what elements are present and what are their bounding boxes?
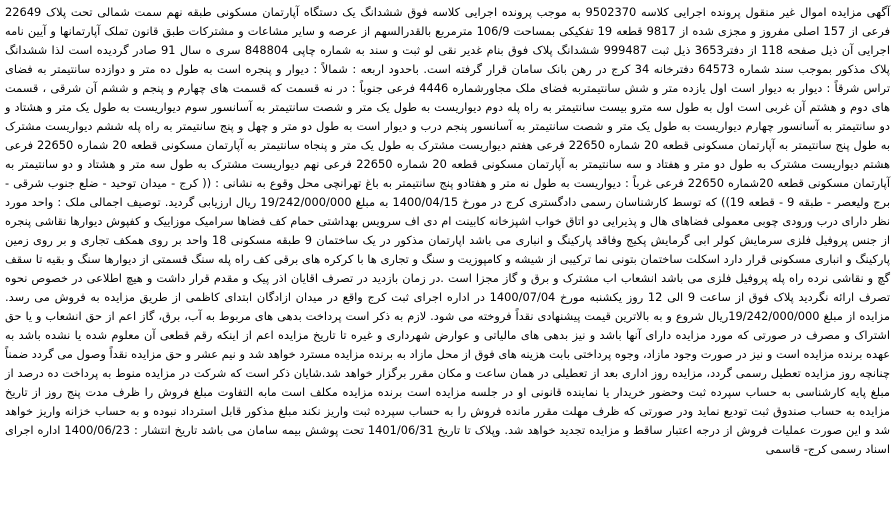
notice-body-text: آگهی مزایده اموال غیر منقول پرونده اجرایی کلاسه 9502370 به موجب پرونده اجرایی کلاسه فوق ششدانگ یک دستگاه آپارتمان مسکونی طبقه نهم سمت شمالی تحت پلاک 22649 فرعی از 157 اصلی مفروز و مجزی شده از 9817 قطعه 19 تفکیکی بمساحت 106/9 مترمربع بالقدرالسهم از عرصه و سایر مشاعات و مشترکات طبق قانون تملک آپارتمانها و آیین نامه اجرایی آن ذیل صفحه 118 از دفتر3653 ذیل ثبت 999487 ششدانگ پلاک فوق بنام غدیر نقی لو ثبت و سند به شماره چاپی 848804 سری ه سال 91 صادر گردیده است لذا ششدانگ پلاک مذکور بموجب سند شماره 64573 دفترخانه 34 کرج در رهن بانک سامان قرار گرفته است. باحدود اربعه : شمالاً : دیوار و پنجره است به طول ده متر و دوازده سانتیمتر به فضای تراس شرقاً : دیوار به دیوار است اول یازده متر و شش سانتیمتربه فضای ملک مجاورشماره 4446 فرعی جنوباً : در نه قسمت که قسمت های چهارم و پنجم و ششم آن شرقی ، قسمت های دوم و هشتم آن غربی است اول به طول سه مترو بیست سانتیمتر به راه پله دوم دیواریست به طول یک متر و شصت سانتیمتر به آسانسور سوم دیواریست به طول یک متر و هشتاد و دو سانتیمتر به آسانسور چهارم دیواریست به طول یک متر و شصت سانتیمتر به آسانسور پنجم درب و دیوار است به طول دو متر و چهل و پنج سانتیمتر به راه پله ششم دیواریست مشترک به طول پنج سانتیمتر به آپارتمان مسکونی قطعه 20 شماره 22650 فرعی هفتم دیواریست مشترک به طول یک متر و پنجاه سانتیمتر به آپارتمان مسکونی قطعه 20 شماره 22650 فرعی هشتم دیواریست مشترک به طول دو متر و هفتاد و سه سانتیمتر به آپارتمان مسکونی قطعه 20 شماره 22650 فرعی نهم دیواریست مشترک به طول سه متر و هشتاد و دو سانتیمتر به آپارتمان مسکونی قطعه 20شماره 22650 فرعی غرباً : دیواریست به طول نه متر و هفتادو پنج سانتیمتر به باغ تهرانچی محل وقوع به نشانی : (( کرج - میدان توحید - ضلع جنوب شرقی - برج ولیعصر - طبقه 9 - قطعه 19)) که توسط کارشناسان رسمی دادگستری کرج در مورخ 1400/04/15 به مبلغ 19/242/000/000 ریال ارزیابی گردید. توصیف اجمالی ملک : واحد مورد نظر دارای درب ورودی چوبی معمولی فضاهای هال و پذیرایی دو اتاق خواب اشپزخانه کابینت ام دی اف سرویس بهداشتی حمام کف فضاها سرامیک موزاییک و کفپوش دیوارها نقاشی پنجره از جنس پروفیل فلزی سرمایش کولر ابی گرمایش پکیج وفاقد پارکینگ و انباری می باشد اپارتمان مذکور در یک ساختمان 9 طبقه مسکونی 18 واحد بر روی همکف تجاری و بر روی زمین پارکینگ و انباری مسکونی قرار دارد اسکلت ساختمان بتونی نما ترکیبی از شیشه و کامپوزیت و سنگ و تجاری ها با کرکره های برقی کف راه پله سنگ قسمتی از دیوارها سنگ و بقیه تا سقف گچ و نقاشی نرده راه پله پروفیل فلزی می باشد انشعاب اب مشترک و برق و گاز مجزا است .در زمان بازدید در تصرف اقایان اذر پیک و مقدم قرار داشت و هیچ اطلاعی در خصوص نحوه تصرف ارائه نگردید پلاک فوق از ساعت 9 الی 12 روز یکشنبه مورخ 1400/07/04 در اداره اجرای ثبت کرج واقع در میدان ازادگان ابتدای کاظمی از طریق مزایده به فروش می رسد. مزایده از مبلغ 19/242/000/000ریال شروع و به بالاترین قیمت پیشنهادی نقداً فروخته می شود. لازم به ذکر است پرداخت بدهی های مربوط به آب، برق، گاز اعم از حق انشعاب و یا حق اشتراک و مصرف در صورتی که مورد مزایده دارای آنها باشد و نیز بدهی های مالیاتی و عوارض شهرداری و غیره تا تاریخ مزایده اعم از اینکه رقم قطعی آن معلوم شده یا نشده باشد به عهده برنده مزایده است و نیز در صورت وجود مازاد، وجوه پرداختی بابت هزینه های فوق از محل مازاد به برنده مزایده مسترد خواهد شد و نیم عشر و حق مزایده نقداً وصول می گردد ضمناً چنانچه روز مزایده تعطیل رسمی گردد، مزایده روز اداری بعد از تعطیلی در همان ساعت و مکان مقرر برگزار خواهد شد.شایان ذکر است که شرکت در مزایده منوط به پرداخت ده درصد از مبلغ پایه کارشناسی به حساب سپرده ثبت وحضور خریدار یا نماینده قانونی او در جلسه مزایده است برنده مزایده مکلف است مابه التفاوت مبلغ فروش را ظرف مدت پنج روز از تاریخ مزایده به حساب صندوق ثبت تودیع نماید ودر صورتی که ظرف مهلت مقرر مانده فروش را به حساب سپرده ثبت واریز نکند مبلغ مذکور قابل استرداد نبوده و به حساب خزانه واریز خواهد شد و این صورت عملیات فروش از درجه اعتبار ساقط و مزایده تجدید خواهد شد. وپلاک تا تاریخ 1401/06/31 تحت پوشش بیمه سامان می باشد تاریخ انتشار : 1400/06/23 اداره اجرای اسناد رسمی کرج- قاسمی <box>5 5 891 456</box>
